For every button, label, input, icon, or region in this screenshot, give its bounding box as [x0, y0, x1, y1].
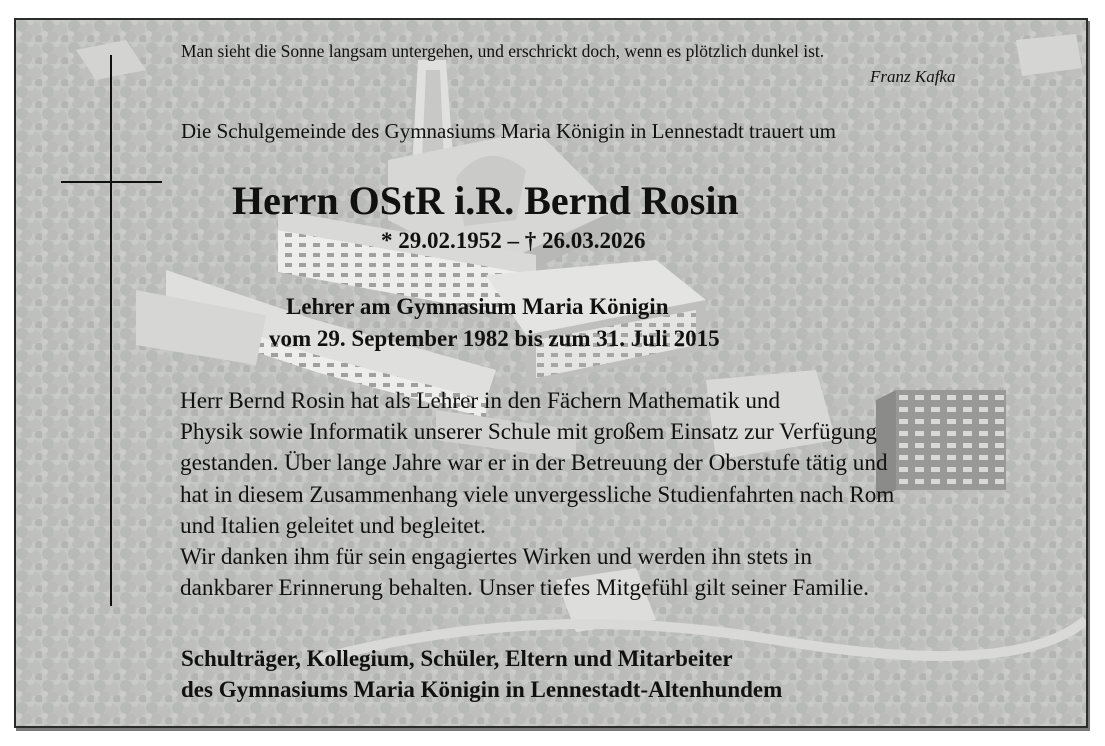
- deceased-name: Herrn OStR i.R. Bernd Rosin: [232, 178, 739, 223]
- body-line: und Italien geleitet und begleitet.: [180, 512, 486, 539]
- body-paragraph: [180, 386, 894, 604]
- life-dates: * 29.02.1952 – † 26.03.2026: [381, 228, 646, 253]
- latin-cross-icon: [110, 55, 112, 606]
- cross-bar: [61, 181, 162, 183]
- body-line: Wir danken ihm für sein engagiertes Wirken und werden ihn stets in: [180, 544, 812, 571]
- body-line: gestanden. Über lange Jahre war er in der Betreuung der Oberstufe tätig und: [180, 450, 888, 477]
- body-line: Physik sowie Informatik unserer Schule mit großem Einsatz zur Verfügung: [180, 419, 877, 446]
- quote-text: Man sieht die Sonne langsam untergehen, und erschrickt doch, wenn es plötzlich dunkel ist.: [181, 41, 825, 61]
- signature-line: Schulträger, Kollegium, Schüler, Eltern und Mitarbeiter: [181, 646, 733, 671]
- body-line: dankbarer Erinnerung behalten. Unser tiefes Mitgefühl gilt seiner Familie.: [180, 575, 869, 602]
- role-title: Lehrer am Gymnasium Maria Königin: [286, 294, 669, 319]
- intro-line: Die Schulgemeinde des Gymnasiums Maria Königin in Lennestadt trauert um: [181, 119, 836, 143]
- signature-block: [181, 643, 782, 705]
- quote-author: Franz Kafka: [870, 67, 956, 86]
- role-period: vom 29. September 1982 bis zum 31. Juli 2015: [269, 326, 720, 351]
- body-line: hat in diesem Zusammenhang viele unvergessliche Studienfahrten nach Rom: [180, 481, 895, 508]
- obituary-card: [14, 18, 1088, 728]
- signature-line: des Gymnasiums Maria Königin in Lennestadt-Altenhundem: [181, 677, 783, 702]
- body-line: Herr Bernd Rosin hat als Lehrer in den Fächern Mathematik und: [180, 388, 781, 414]
